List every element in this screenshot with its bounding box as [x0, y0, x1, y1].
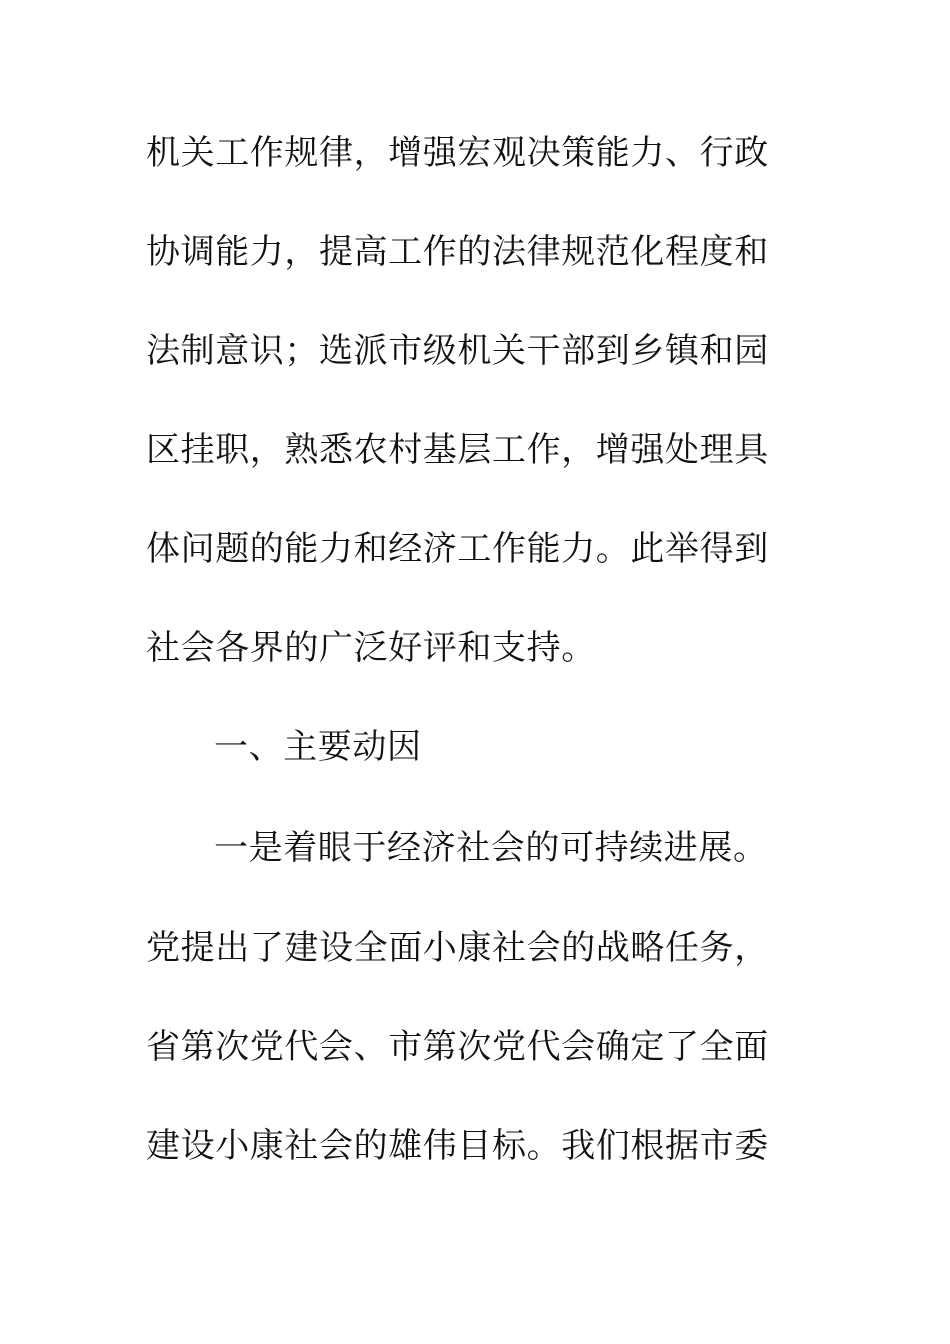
paragraph-line: 体问题的能力和经济工作能力。此举得到 — [146, 529, 769, 569]
paragraph-line: 省第次党代会、市第次党代会确定了全面 — [146, 1027, 769, 1067]
paragraph-line: 区挂职，熟悉农村基层工作，增强处理具 — [146, 430, 769, 470]
paragraph-line: 法制意识；选派市级机关干部到乡镇和园 — [146, 331, 769, 371]
paragraph-line: 一是着眼于经济社会的可持续进展。 — [214, 828, 768, 868]
paragraph-line: 社会各界的广泛好评和支持。 — [146, 628, 596, 668]
paragraph-line: 建设小康社会的雄伟目标。我们根据市委 — [146, 1126, 769, 1166]
paragraph-line: 协调能力，提高工作的法律规范化程度和 — [146, 232, 769, 272]
section-heading: 一、主要动因 — [214, 727, 422, 767]
paragraph-line: 党提出了建设全面小康社会的战略任务， — [146, 928, 769, 968]
paragraph-line: 机关工作规律，增强宏观决策能力、行政 — [146, 133, 769, 173]
